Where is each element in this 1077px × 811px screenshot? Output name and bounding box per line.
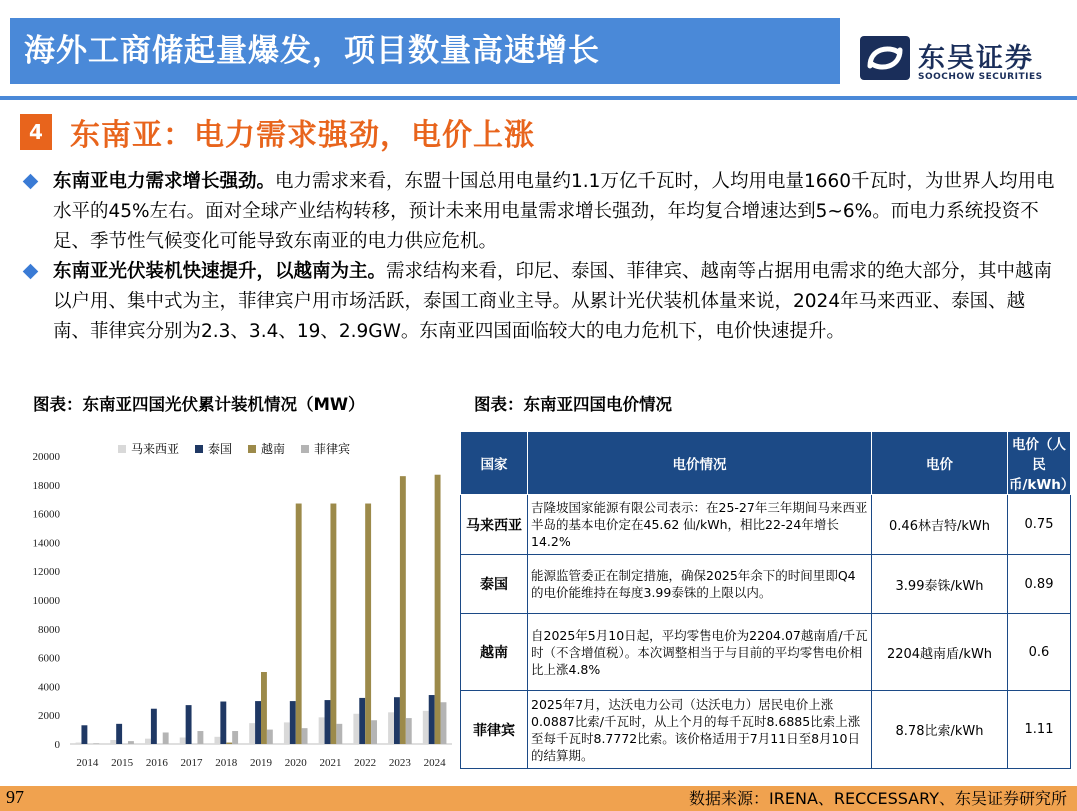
table-row xyxy=(461,495,1071,555)
bar-2023-1 xyxy=(394,697,400,744)
desc-cell: 自2025年5月10日起，平均零售电价为2204.07越南盾/千瓦时（不含增值税）。本次调整相当于与目前的平均零售电价相比上涨4.8% xyxy=(528,614,872,691)
company-logo xyxy=(860,36,1060,86)
x-tick-label: 2022 xyxy=(354,757,377,769)
country-cell: 菲律宾 xyxy=(461,691,528,769)
bar-2021-2 xyxy=(330,504,336,744)
right-table-title: 图表：东南亚四国电价情况 xyxy=(474,395,672,414)
y-tick-label: 10000 xyxy=(32,595,60,607)
bar-2020-1 xyxy=(290,701,296,744)
legend-label: 菲律宾 xyxy=(314,442,351,456)
price-cell: 0.46林吉特/kWh xyxy=(872,495,1008,555)
logo-en-text: SOOCHOW SECURITIES xyxy=(918,72,1043,82)
bar-2019-1 xyxy=(255,701,261,744)
bar-2021-3 xyxy=(336,724,342,744)
bar-2017-1 xyxy=(186,705,192,744)
x-tick-label: 2020 xyxy=(284,757,307,769)
bar-2021-0 xyxy=(319,717,325,744)
bar-2022-2 xyxy=(365,504,371,744)
desc-cell: 2025年7月，达沃电力公司（达沃电力）居民电价上涨0.0887比索/千瓦时，从上个月的每千瓦时8.6885比索上涨至每千瓦时8.7772比索。该价格适用于7月11日至8月10日的结算期。 xyxy=(528,691,872,769)
pv-capacity-bar-chart xyxy=(22,428,457,776)
x-tick-label: 2018 xyxy=(215,757,238,769)
bar-2024-3 xyxy=(441,702,447,744)
y-tick-label: 0 xyxy=(54,739,60,751)
y-tick-label: 14000 xyxy=(32,537,60,550)
y-tick-label: 20000 xyxy=(32,451,60,463)
bar-2022-3 xyxy=(371,720,377,744)
rmb-cell: 0.89 xyxy=(1008,555,1071,614)
table-row xyxy=(461,691,1071,769)
x-tick-label: 2015 xyxy=(111,757,134,769)
bar-2015-1 xyxy=(116,724,122,744)
bar-2020-0 xyxy=(284,722,290,744)
section-title: 东南亚：电力需求强劲，电价上涨 xyxy=(70,118,535,153)
bar-2016-3 xyxy=(163,732,169,744)
bar-2019-0 xyxy=(249,723,255,744)
bar-2015-0 xyxy=(110,740,116,744)
section-number: 4 xyxy=(20,114,52,150)
rmb-cell: 0.6 xyxy=(1008,614,1071,691)
header-divider xyxy=(0,96,1077,100)
page-number: 97 xyxy=(6,787,24,807)
rmb-cell: 0.75 xyxy=(1008,495,1071,555)
bar-2019-3 xyxy=(267,730,273,744)
bar-2018-2 xyxy=(226,743,232,744)
bar-2022-0 xyxy=(353,714,359,744)
bar-2024-2 xyxy=(435,475,441,744)
y-tick-label: 2000 xyxy=(38,710,60,723)
price-cell: 3.99泰铢/kWh xyxy=(872,555,1008,614)
bullet-2-lead: 东南亚光伏装机快速提升，以越南为主。 xyxy=(53,261,387,282)
desc-cell: 能源监管委正在制定措施，确保2025年余下的时间里即Q4的电价能维持在每度3.99泰铢的上限以内。 xyxy=(528,555,872,614)
x-tick-label: 2014 xyxy=(76,757,99,769)
x-tick-label: 2017 xyxy=(180,757,203,769)
rmb-cell: 1.11 xyxy=(1008,691,1071,769)
bar-2014-0 xyxy=(76,743,82,744)
left-chart-title: 图表：东南亚四国光伏累计装机情况（MW） xyxy=(33,395,365,414)
country-cell: 泰国 xyxy=(461,555,528,614)
bar-2024-0 xyxy=(423,711,429,744)
bar-2023-0 xyxy=(388,712,394,744)
table-row xyxy=(461,614,1071,691)
x-tick-label: 2024 xyxy=(423,757,446,769)
bar-2014-1 xyxy=(81,725,87,744)
bar-2020-2 xyxy=(296,504,302,744)
bullet-1-lead: 东南亚电力需求增长强劲。 xyxy=(53,171,276,192)
header-country: 国家 xyxy=(461,432,528,495)
desc-cell: 吉隆坡国家能源有限公司表示：在25-27年三年期间马来西亚半岛的基本电价定在45.62 仙/kWh，相比22-24年增长14.2% xyxy=(528,495,872,555)
bar-2018-3 xyxy=(232,731,238,744)
bar-2015-3 xyxy=(128,741,134,744)
x-tick-label: 2016 xyxy=(145,757,168,769)
header-desc: 电价情况 xyxy=(528,432,872,495)
bar-2014-3 xyxy=(93,743,99,744)
legend-label: 马来西亚 xyxy=(131,442,180,456)
bar-2022-1 xyxy=(359,698,365,744)
page-title: 海外工商储起量爆发，项目数量高速增长 xyxy=(24,33,600,69)
x-tick-label: 2021 xyxy=(319,757,342,769)
data-source: 数据来源：IRENA、RECCESSARY、东吴证券研究所 xyxy=(689,789,1067,808)
x-tick-label: 2019 xyxy=(250,757,272,769)
country-cell: 马来西亚 xyxy=(461,495,528,555)
bar-2016-1 xyxy=(151,709,157,744)
diamond-bullet-icon xyxy=(23,264,39,280)
y-tick-label: 4000 xyxy=(38,681,60,694)
soochow-logo-icon xyxy=(860,36,910,80)
bar-2024-1 xyxy=(429,695,435,744)
bar-2020-3 xyxy=(302,728,308,744)
bar-2019-2 xyxy=(261,672,267,744)
bar-2018-0 xyxy=(214,737,220,744)
page-header xyxy=(10,18,840,84)
y-tick-label: 8000 xyxy=(38,623,60,636)
bullet-1-text: 电力需求来看，东盟十国总用电量约1.1万亿千瓦时，人均用电量1660千瓦时，为世界人均用电水平的45%左右。面对全球产业结构转移，预计未来用电量需求增长强劲，年均复合增速达到5~6%。而电力系统投资不足、季节性气候变化可能导致东南亚的电力供应危机。 xyxy=(53,171,1055,252)
bar-2016-0 xyxy=(145,739,151,744)
header-rmb: 电价（人民币/kWh） xyxy=(1008,432,1071,495)
bar-2017-0 xyxy=(180,738,186,744)
table-header-row xyxy=(461,432,1071,495)
legend-label: 泰国 xyxy=(208,442,233,456)
y-tick-label: 16000 xyxy=(32,508,60,521)
bar-2017-3 xyxy=(197,731,203,744)
price-cell: 8.78比索/kWh xyxy=(872,691,1008,769)
price-cell: 2204越南盾/kWh xyxy=(872,614,1008,691)
y-tick-label: 12000 xyxy=(32,566,60,579)
legend-label: 越南 xyxy=(261,442,286,456)
y-tick-label: 6000 xyxy=(38,652,60,665)
bullet-2-text: 需求结构来看，印尼、泰国、菲律宾、越南等占据用电需求的绝大部分，其中越南以户用、集中式为主，菲律宾户用市场活跃，泰国工商业主导。从累计光伏装机体量来说，2024年马来西亚、泰国、越南、菲律宾分别为2.3、3.4、19、2.9GW。东南亚四国面临较大的电力危机下，电价快速提升。 xyxy=(53,261,1053,342)
bar-2023-3 xyxy=(406,718,412,744)
electricity-price-table xyxy=(460,431,1075,769)
bar-2018-1 xyxy=(220,702,226,744)
table-row xyxy=(461,555,1071,614)
header-price: 电价 xyxy=(872,432,1008,495)
x-tick-label: 2023 xyxy=(388,757,411,769)
country-cell: 越南 xyxy=(461,614,528,691)
bar-2021-1 xyxy=(325,700,331,744)
bar-2023-2 xyxy=(400,476,406,744)
y-tick-label: 18000 xyxy=(32,479,60,492)
diamond-bullet-icon xyxy=(23,174,39,190)
electricity-price-table-wrap xyxy=(460,431,1075,769)
logo-cn-text: 东吴证券 xyxy=(918,43,1034,74)
